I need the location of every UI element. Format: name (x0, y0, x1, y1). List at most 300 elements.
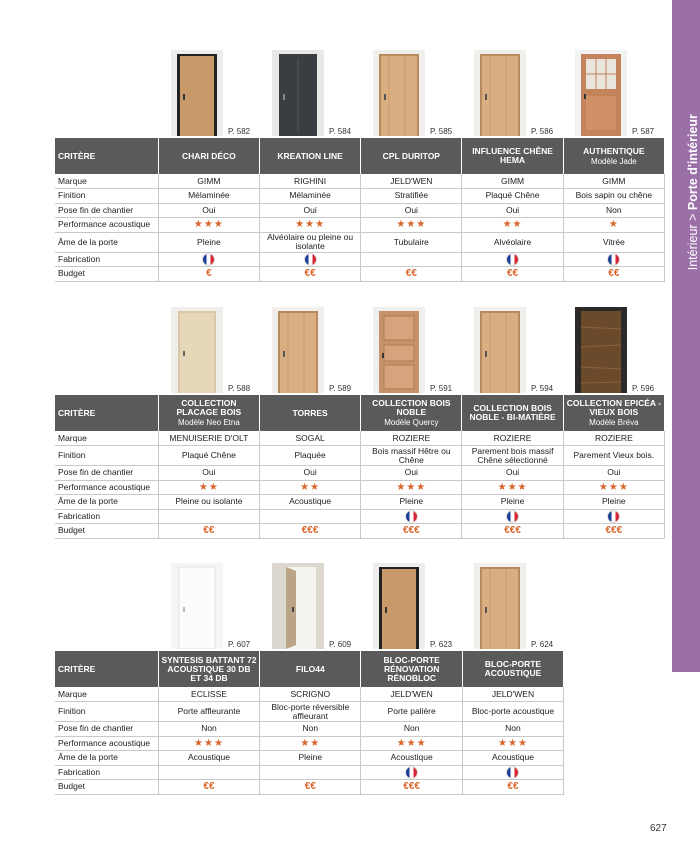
pose-cell (361, 722, 462, 737)
rating-stars: ★★★ (396, 481, 427, 493)
product-name-header (462, 395, 563, 431)
budget-cell (361, 267, 462, 282)
ame-value: Acoustique (390, 752, 433, 763)
budget-cell (563, 524, 664, 539)
marque-cell (361, 174, 462, 189)
product-images-row (55, 48, 665, 138)
budget-cell (462, 267, 563, 282)
criterion-label: Budget (55, 267, 158, 282)
product-thumbnail[interactable] (461, 305, 562, 395)
finition-value: Bloc-porte acoustique (471, 706, 555, 716)
ame-cell (462, 232, 563, 252)
finition-cell (361, 189, 462, 204)
page-reference: P. 609 (329, 640, 352, 649)
finition-cell (158, 189, 259, 204)
product-thumbnail[interactable] (259, 561, 360, 651)
rating-stars: ★★★ (194, 737, 224, 749)
product-name: INFLUENCE CHÊNE HEMA (472, 146, 553, 165)
france-flag-icon (607, 510, 620, 523)
budget-value: €€ (608, 268, 620, 280)
budget-value: €€€ (403, 781, 420, 793)
table-row (55, 174, 665, 189)
ame-value: Alvéolaire ou pleine ou isolante (267, 232, 354, 251)
budget-cell (462, 524, 563, 539)
marque-cell (462, 687, 563, 702)
budget-value: €€€ (605, 525, 623, 537)
fabrication-cell (462, 509, 563, 524)
acoustique-cell (259, 480, 360, 495)
door-image (373, 50, 425, 136)
rating-stars: ★★★ (193, 219, 224, 231)
rating-stars: ★★★ (295, 219, 326, 231)
product-thumbnail[interactable] (461, 48, 562, 138)
pose-value: Oui (505, 467, 520, 478)
acoustique-cell (158, 480, 259, 495)
budget-value: € (206, 268, 212, 280)
finition-value: Bois massif Hêtre ou Chêne (372, 445, 451, 465)
france-flag-icon (607, 253, 620, 266)
table-row (55, 446, 665, 466)
criterion-label: Marque (55, 687, 158, 702)
finition-cell (158, 446, 259, 466)
ame-cell (563, 495, 664, 510)
france-flag-icon (304, 253, 317, 266)
criterion-label: Performance acoustique (55, 480, 158, 495)
fabrication-cell (158, 509, 259, 524)
rating-stars: ★★★ (498, 737, 528, 749)
product-name-header (259, 138, 360, 174)
rating-stars: ★★★ (396, 737, 427, 749)
product-name: TORRES (292, 407, 328, 418)
table-row (55, 751, 665, 766)
marque-cell (158, 687, 259, 702)
finition-value: Stratifiée (394, 190, 429, 201)
rating-stars: ★★ (300, 481, 321, 493)
marque-value: SCRIGNO (290, 688, 331, 699)
table-row (55, 203, 665, 218)
rating-stars: ★★★ (497, 481, 528, 493)
ame-cell (260, 751, 361, 766)
table-row (55, 466, 665, 481)
budget-value: €€€ (504, 525, 521, 537)
finition-cell (462, 189, 563, 204)
table-row (55, 267, 665, 282)
finition-value: Bois sapin ou chêne (575, 190, 653, 201)
budget-value: €€ (405, 268, 417, 280)
door-image (575, 50, 627, 136)
finition-value: Porte palière (387, 706, 436, 716)
fabrication-cell (361, 252, 462, 267)
marque-cell (462, 174, 563, 189)
criterion-label: Âme de la porte (55, 751, 158, 766)
pose-cell (563, 466, 664, 481)
finition-cell (462, 702, 563, 722)
ame-value: Alvéolaire (493, 236, 532, 247)
pose-cell (563, 203, 664, 218)
pose-value: Non (505, 723, 521, 734)
marque-cell (259, 431, 360, 446)
ame-value: Pleine (602, 496, 626, 507)
pose-value: Non (606, 204, 622, 215)
table-row (55, 218, 665, 233)
acoustique-cell (563, 218, 664, 233)
product-thumbnail[interactable] (562, 305, 663, 395)
page-reference: P. 582 (228, 127, 251, 136)
fabrication-cell (563, 252, 664, 267)
product-model: Modèle Neo Etna (177, 418, 240, 427)
rating-stars: ★★ (300, 737, 321, 749)
marque-value: MENUISERIE D'OLT (169, 432, 249, 443)
france-flag-icon (202, 253, 215, 266)
ame-cell (158, 232, 259, 252)
budget-cell (361, 780, 462, 795)
acoustique-cell (563, 480, 664, 495)
door-image (373, 307, 425, 393)
pose-cell (361, 466, 462, 481)
product-thumbnail[interactable] (158, 561, 259, 651)
pose-cell (259, 203, 360, 218)
ame-cell (361, 751, 462, 766)
fabrication-cell (563, 509, 664, 524)
door-image (272, 563, 324, 649)
criterion-label: Fabrication (55, 765, 158, 780)
table-header-row (55, 651, 665, 687)
table-row (55, 736, 665, 751)
finition-cell (563, 446, 664, 466)
table-header-row (55, 395, 665, 431)
table-row (55, 780, 665, 795)
side-tab-title: Porte d'intérieur (686, 114, 700, 211)
pose-value: Oui (607, 467, 621, 478)
marque-cell (361, 431, 462, 446)
pose-value: Non (302, 723, 319, 734)
finition-cell (361, 446, 462, 466)
table-row (55, 702, 665, 722)
table-row (55, 722, 665, 737)
budget-value: €€€ (301, 525, 319, 537)
product-name: AUTHENTIQUE (583, 145, 645, 156)
acoustique-cell (259, 218, 360, 233)
marque-cell (563, 431, 664, 446)
budget-cell (361, 524, 462, 539)
budget-cell (158, 267, 259, 282)
critere-header: CRITÈRE (55, 651, 158, 687)
criterion-label: Âme de la porte (55, 232, 158, 252)
critere-header: CRITÈRE (55, 395, 158, 431)
budget-value: €€ (507, 268, 519, 280)
door-image (272, 50, 324, 136)
budget-value: €€ (203, 525, 215, 537)
fabrication-cell (361, 765, 462, 780)
product-images-row (55, 305, 665, 395)
product-name: COLLECTION EPICÉA - VIEUX BOIS (566, 398, 661, 417)
finition-value: Porte affleurante (177, 706, 241, 716)
product-name-header (158, 138, 259, 174)
side-tab-label (686, 114, 700, 270)
product-thumbnail[interactable] (562, 48, 663, 138)
product-name-header (259, 395, 360, 431)
rating-stars: ★ (608, 219, 619, 231)
acoustique-cell (361, 480, 462, 495)
criterion-label: Fabrication (55, 509, 158, 524)
marque-value: JELD'WEN (390, 688, 433, 699)
product-name-header (462, 138, 563, 174)
critere-header: CRITÈRE (55, 138, 158, 174)
ame-cell (462, 495, 563, 510)
page-reference: P. 586 (531, 127, 554, 136)
pose-value: Non (201, 723, 217, 734)
product-name: COLLECTION PLACAGE BOIS (176, 398, 242, 417)
product-name-header (462, 651, 563, 687)
ame-value: Pleine ou isolante (175, 496, 243, 507)
pose-value: Oui (404, 467, 418, 478)
acoustique-cell (361, 218, 462, 233)
ame-value: Acoustique (289, 496, 332, 507)
marque-cell (260, 687, 361, 702)
product-thumbnail[interactable] (259, 48, 360, 138)
product-name: FILO44 (295, 663, 325, 674)
door-image (171, 50, 223, 136)
table-row (55, 232, 665, 252)
france-flag-icon (506, 253, 519, 266)
table-row (55, 524, 665, 539)
ame-value: Acoustique (491, 752, 534, 763)
pose-cell (462, 722, 563, 737)
pose-cell (361, 203, 462, 218)
pose-cell (158, 203, 259, 218)
ame-value: Tubulaire (393, 236, 429, 247)
ame-cell (563, 232, 664, 252)
page-reference: P. 623 (430, 640, 453, 649)
finition-value: Mélaminée (289, 190, 331, 201)
budget-value: €€ (203, 781, 215, 793)
acoustique-cell (462, 736, 563, 751)
pose-value: Oui (202, 467, 216, 478)
marque-value: SOGAL (295, 432, 325, 443)
page-reference: P. 584 (329, 127, 352, 136)
finition-value: Plaqué Chêne (181, 450, 236, 460)
finition-value: Bloc-porte réversible affleurant (271, 701, 350, 721)
ame-cell (462, 751, 563, 766)
comparison-table (55, 395, 665, 539)
ame-value: Pleine (500, 496, 525, 507)
product-thumbnail[interactable] (360, 561, 461, 651)
france-flag-icon (405, 766, 418, 779)
fabrication-cell (259, 252, 360, 267)
acoustique-cell (158, 736, 259, 751)
rating-stars: ★★ (198, 481, 219, 493)
page-reference: P. 607 (228, 640, 251, 649)
product-name-header (158, 651, 259, 687)
budget-cell (259, 524, 360, 539)
criterion-label: Fabrication (55, 252, 158, 267)
budget-cell (462, 780, 563, 795)
marque-cell (361, 687, 462, 702)
budget-value: €€€ (402, 525, 420, 537)
ame-cell (259, 495, 360, 510)
marque-value: ROZIERE (493, 432, 532, 443)
product-name-header (361, 395, 462, 431)
product-name-header (563, 395, 664, 431)
pose-value: Oui (303, 204, 317, 215)
page-reference: P. 588 (228, 384, 251, 393)
comparison-section (55, 305, 665, 539)
budget-value: €€ (304, 268, 316, 280)
ame-cell (361, 232, 462, 252)
comparison-table (55, 138, 665, 282)
comparison-section (55, 48, 665, 282)
product-name: BLOC-PORTE RÉNOVATION RÉNOBLOC (383, 654, 440, 683)
product-thumbnail[interactable] (360, 305, 461, 395)
fabrication-cell (462, 765, 563, 780)
ame-value: Acoustique (187, 752, 231, 763)
ame-cell (259, 232, 360, 252)
ame-cell (158, 495, 259, 510)
criterion-label: Finition (55, 446, 158, 466)
acoustique-cell (158, 218, 259, 233)
door-image (474, 50, 526, 136)
product-name: COLLECTION BOIS NOBLE - BI-MATIÈRE (469, 403, 556, 422)
criterion-label: Marque (55, 174, 158, 189)
product-name: CPL DURITOP (382, 150, 440, 161)
fabrication-cell (361, 509, 462, 524)
door-image (272, 307, 324, 393)
table-row (55, 252, 665, 267)
ame-value: Pleine (298, 752, 323, 763)
criterion-label: Âme de la porte (55, 495, 158, 510)
criterion-label: Pose fin de chantier (55, 722, 158, 737)
fabrication-cell (158, 765, 259, 780)
page-reference: P. 587 (632, 127, 655, 136)
rating-stars: ★★★ (598, 481, 629, 493)
criterion-label: Pose fin de chantier (55, 466, 158, 481)
marque-value: GIMM (602, 175, 626, 186)
marque-value: JELD'WEN (390, 175, 433, 186)
door-image (171, 563, 223, 649)
door-image (575, 307, 627, 393)
page-reference: P. 624 (531, 640, 554, 649)
pose-value: Oui (404, 204, 418, 215)
product-name: KREATION LINE (277, 150, 343, 161)
france-flag-icon (405, 510, 418, 523)
rating-stars: ★★ (502, 219, 523, 231)
pose-cell (462, 203, 563, 218)
criterion-label: Performance acoustique (55, 736, 158, 751)
marque-value: GIMM (197, 175, 221, 186)
pose-cell (158, 466, 259, 481)
pose-value: Oui (505, 204, 520, 215)
finition-value: Parement Vieux bois. (573, 450, 655, 460)
product-thumbnail[interactable] (461, 561, 562, 651)
pose-cell (462, 466, 563, 481)
pose-cell (260, 722, 361, 737)
finition-cell (259, 446, 360, 466)
ame-value: Pleine (197, 236, 221, 247)
criterion-label: Budget (55, 780, 158, 795)
fabrication-cell (259, 509, 360, 524)
table-row (55, 431, 665, 446)
product-name-header (260, 651, 361, 687)
fabrication-cell (158, 252, 259, 267)
finition-cell (259, 189, 360, 204)
door-image (373, 563, 425, 649)
table-row (55, 480, 665, 495)
fabrication-cell (462, 252, 563, 267)
marque-value: ROZIERE (594, 432, 633, 443)
page-reference: P. 594 (531, 384, 554, 393)
marque-value: ECLISSE (191, 688, 227, 699)
marque-cell (158, 431, 259, 446)
page-reference: P. 589 (329, 384, 352, 393)
product-name-header (563, 138, 664, 174)
france-flag-icon (506, 510, 519, 523)
marque-value: ROZIERE (392, 432, 431, 443)
door-image (171, 307, 223, 393)
product-name-header (158, 395, 259, 431)
rating-stars: ★★★ (396, 219, 427, 231)
acoustique-cell (462, 480, 563, 495)
door-image (474, 307, 526, 393)
marque-cell (462, 431, 563, 446)
finition-cell (260, 702, 361, 722)
budget-value: €€ (507, 781, 519, 793)
product-name-header (361, 138, 462, 174)
ame-cell (361, 495, 462, 510)
criterion-label: Finition (55, 702, 158, 722)
product-thumbnail[interactable] (360, 48, 461, 138)
pose-value: Non (403, 723, 420, 734)
budget-cell (259, 267, 360, 282)
acoustique-cell (361, 736, 462, 751)
pose-value: Oui (303, 467, 317, 478)
budget-cell (158, 524, 259, 539)
marque-value: JELD'WEN (491, 688, 535, 699)
ame-cell (158, 751, 259, 766)
table-row (55, 509, 665, 524)
product-name: BLOC-PORTE ACOUSTIQUE (484, 659, 542, 678)
criterion-label: Marque (55, 431, 158, 446)
budget-value: €€ (304, 781, 316, 793)
table-row (55, 189, 665, 204)
finition-cell (361, 702, 462, 722)
criterion-label: Performance acoustique (55, 218, 158, 233)
page-reference: P. 585 (430, 127, 453, 136)
criterion-label: Pose fin de chantier (55, 203, 158, 218)
finition-value: Parement bois massif Chêne sélectionné (471, 445, 554, 465)
product-images-row (55, 561, 665, 651)
product-name-header (361, 651, 462, 687)
france-flag-icon (506, 766, 519, 779)
table-row (55, 495, 665, 510)
table-header-row (55, 138, 665, 174)
page-number: 627 (650, 823, 667, 834)
product-thumbnail[interactable] (259, 305, 360, 395)
finition-cell (462, 446, 563, 466)
product-thumbnail[interactable] (158, 48, 259, 138)
table-row (55, 765, 665, 780)
marque-value: RIGHINI (294, 175, 327, 186)
fabrication-cell (260, 765, 361, 780)
product-model: Modèle Bréva (589, 418, 639, 427)
finition-value: Plaquée (294, 450, 326, 460)
acoustique-cell (462, 218, 563, 233)
pose-cell (158, 722, 259, 737)
acoustique-cell (260, 736, 361, 751)
product-name: CHARI DÉCO (181, 150, 236, 161)
pose-value: Oui (202, 204, 216, 215)
product-thumbnail[interactable] (158, 305, 259, 395)
ame-value: Vitrée (602, 236, 625, 247)
